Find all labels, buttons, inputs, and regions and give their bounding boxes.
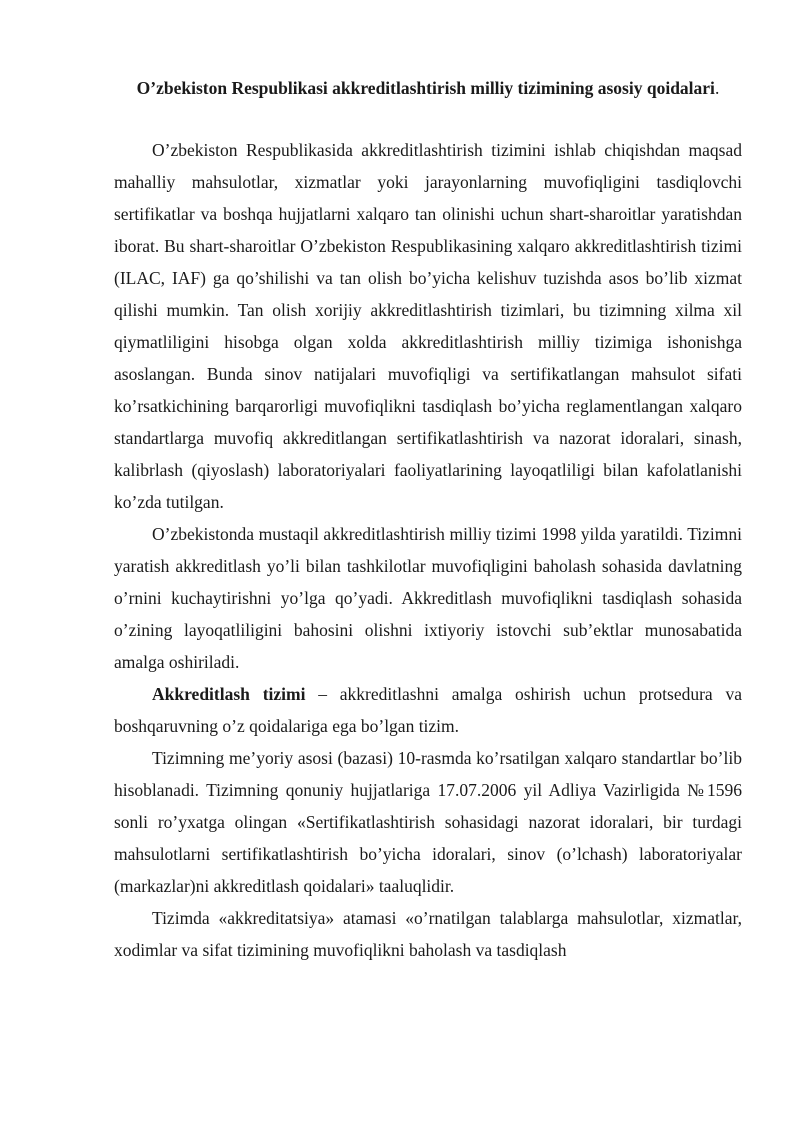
definition-text: – akkreditlashni amalga oshirish uchun protsedura va boshqaruvning o’z qoidalariga ega bo’lgan tizim. xyxy=(114,684,742,736)
document-title-period: . xyxy=(714,78,720,98)
paragraph-4: Tizimning me’yoriy asosi (bazasi) 10-rasmda ko’rsatilgan xalqaro standartlar bo’lib hisoblanadi. Tizimning qonuniy hujjatlariga 17.07.2006 yil Adliya Vazirligida №1596 sonli ro’yxatga olingan «Sertifikatlashtirish sohasidagi nazorat idoralari, bir turdagi mahsulotlarni sertifikatlashtirish bo’yicha idoralari, sinov (o’lchash) laboratoriyalar (markazlar)ni akkreditlash qoidalari» taaluqlidir. xyxy=(114,748,742,896)
paragraph-3 xyxy=(114,678,742,742)
paragraph-1: O’zbekiston Respublikasida akkreditlashtirish tizimini ishlab chiqishdan maqsad mahalliy mahsulotlar, xizmatlar yoki jarayonlarning muvofiqligini tasdiqlovchi sertifikatlar va boshqa hujjatlarni xalqaro tan olinishi uchun shart-sharoitlar yaratishdan iborat. Bu shart-sharoitlar O’zbekiston Respublikasining xalqaro akkreditlashtirish tizimi (ILAC, IAF) ga qo’shilishi va tan olish bo’yicha kelishuv tuzishda asos bo’lib xizmat qilishi mumkin. Tan olish xorijiy akkreditlashtirish tizimlari, bu tizimning xilma xil qiymatliligini hisobga olgan xolda akkreditlashtirish milliy tizimiga ishonishga asoslangan. Bunda sinov natijalari muvofiqligi va sertifikatlangan mahsulot sifati ko’rsatkichining barqarorligi muvofiqlikni tasdiqlash bo’yicha reglamentlangan xalqaro standartlarga muvofiq akkreditlangan sertifikatlashtirish va nazorat idoralari, sinash, kalibrlash (qiyoslash) laboratoriyalari faoliyatlarining layoqatliligi bilan kafolatlanishi ko’zda tutilgan. xyxy=(114,140,742,512)
defined-term: Akkreditlash tizimi xyxy=(152,684,306,704)
paragraph-5: Tizimda «akkreditatsiya» atamasi «o’rnatilgan talablarga mahsulotlar, xizmatlar, xodimlar va sifat tizimining muvofiqlikni baholash va tasdiqlash xyxy=(114,908,742,960)
document-page xyxy=(114,72,742,966)
document-title xyxy=(114,72,742,104)
document-title-text: O’zbekiston Respublikasi akkreditlashtirish milliy tizimining asosiy qoidalari xyxy=(136,78,715,98)
paragraph-2: O’zbekistonda mustaqil akkreditlashtirish milliy tizimi 1998 yilda yaratildi. Tizimni yaratish akkreditlash yo’li bilan tashkilotlar muvofiqligini baholash sohasida davlatning o’rnini kuchaytirishni yo’lga qo’yadi. Akkreditlash muvofiqlikni tasdiqlash sohasida o’zining layoqatliligini bahosini olishni ixtiyoriy istovchi sub’ektlar munosabatida amalga oshiriladi. xyxy=(114,524,742,672)
